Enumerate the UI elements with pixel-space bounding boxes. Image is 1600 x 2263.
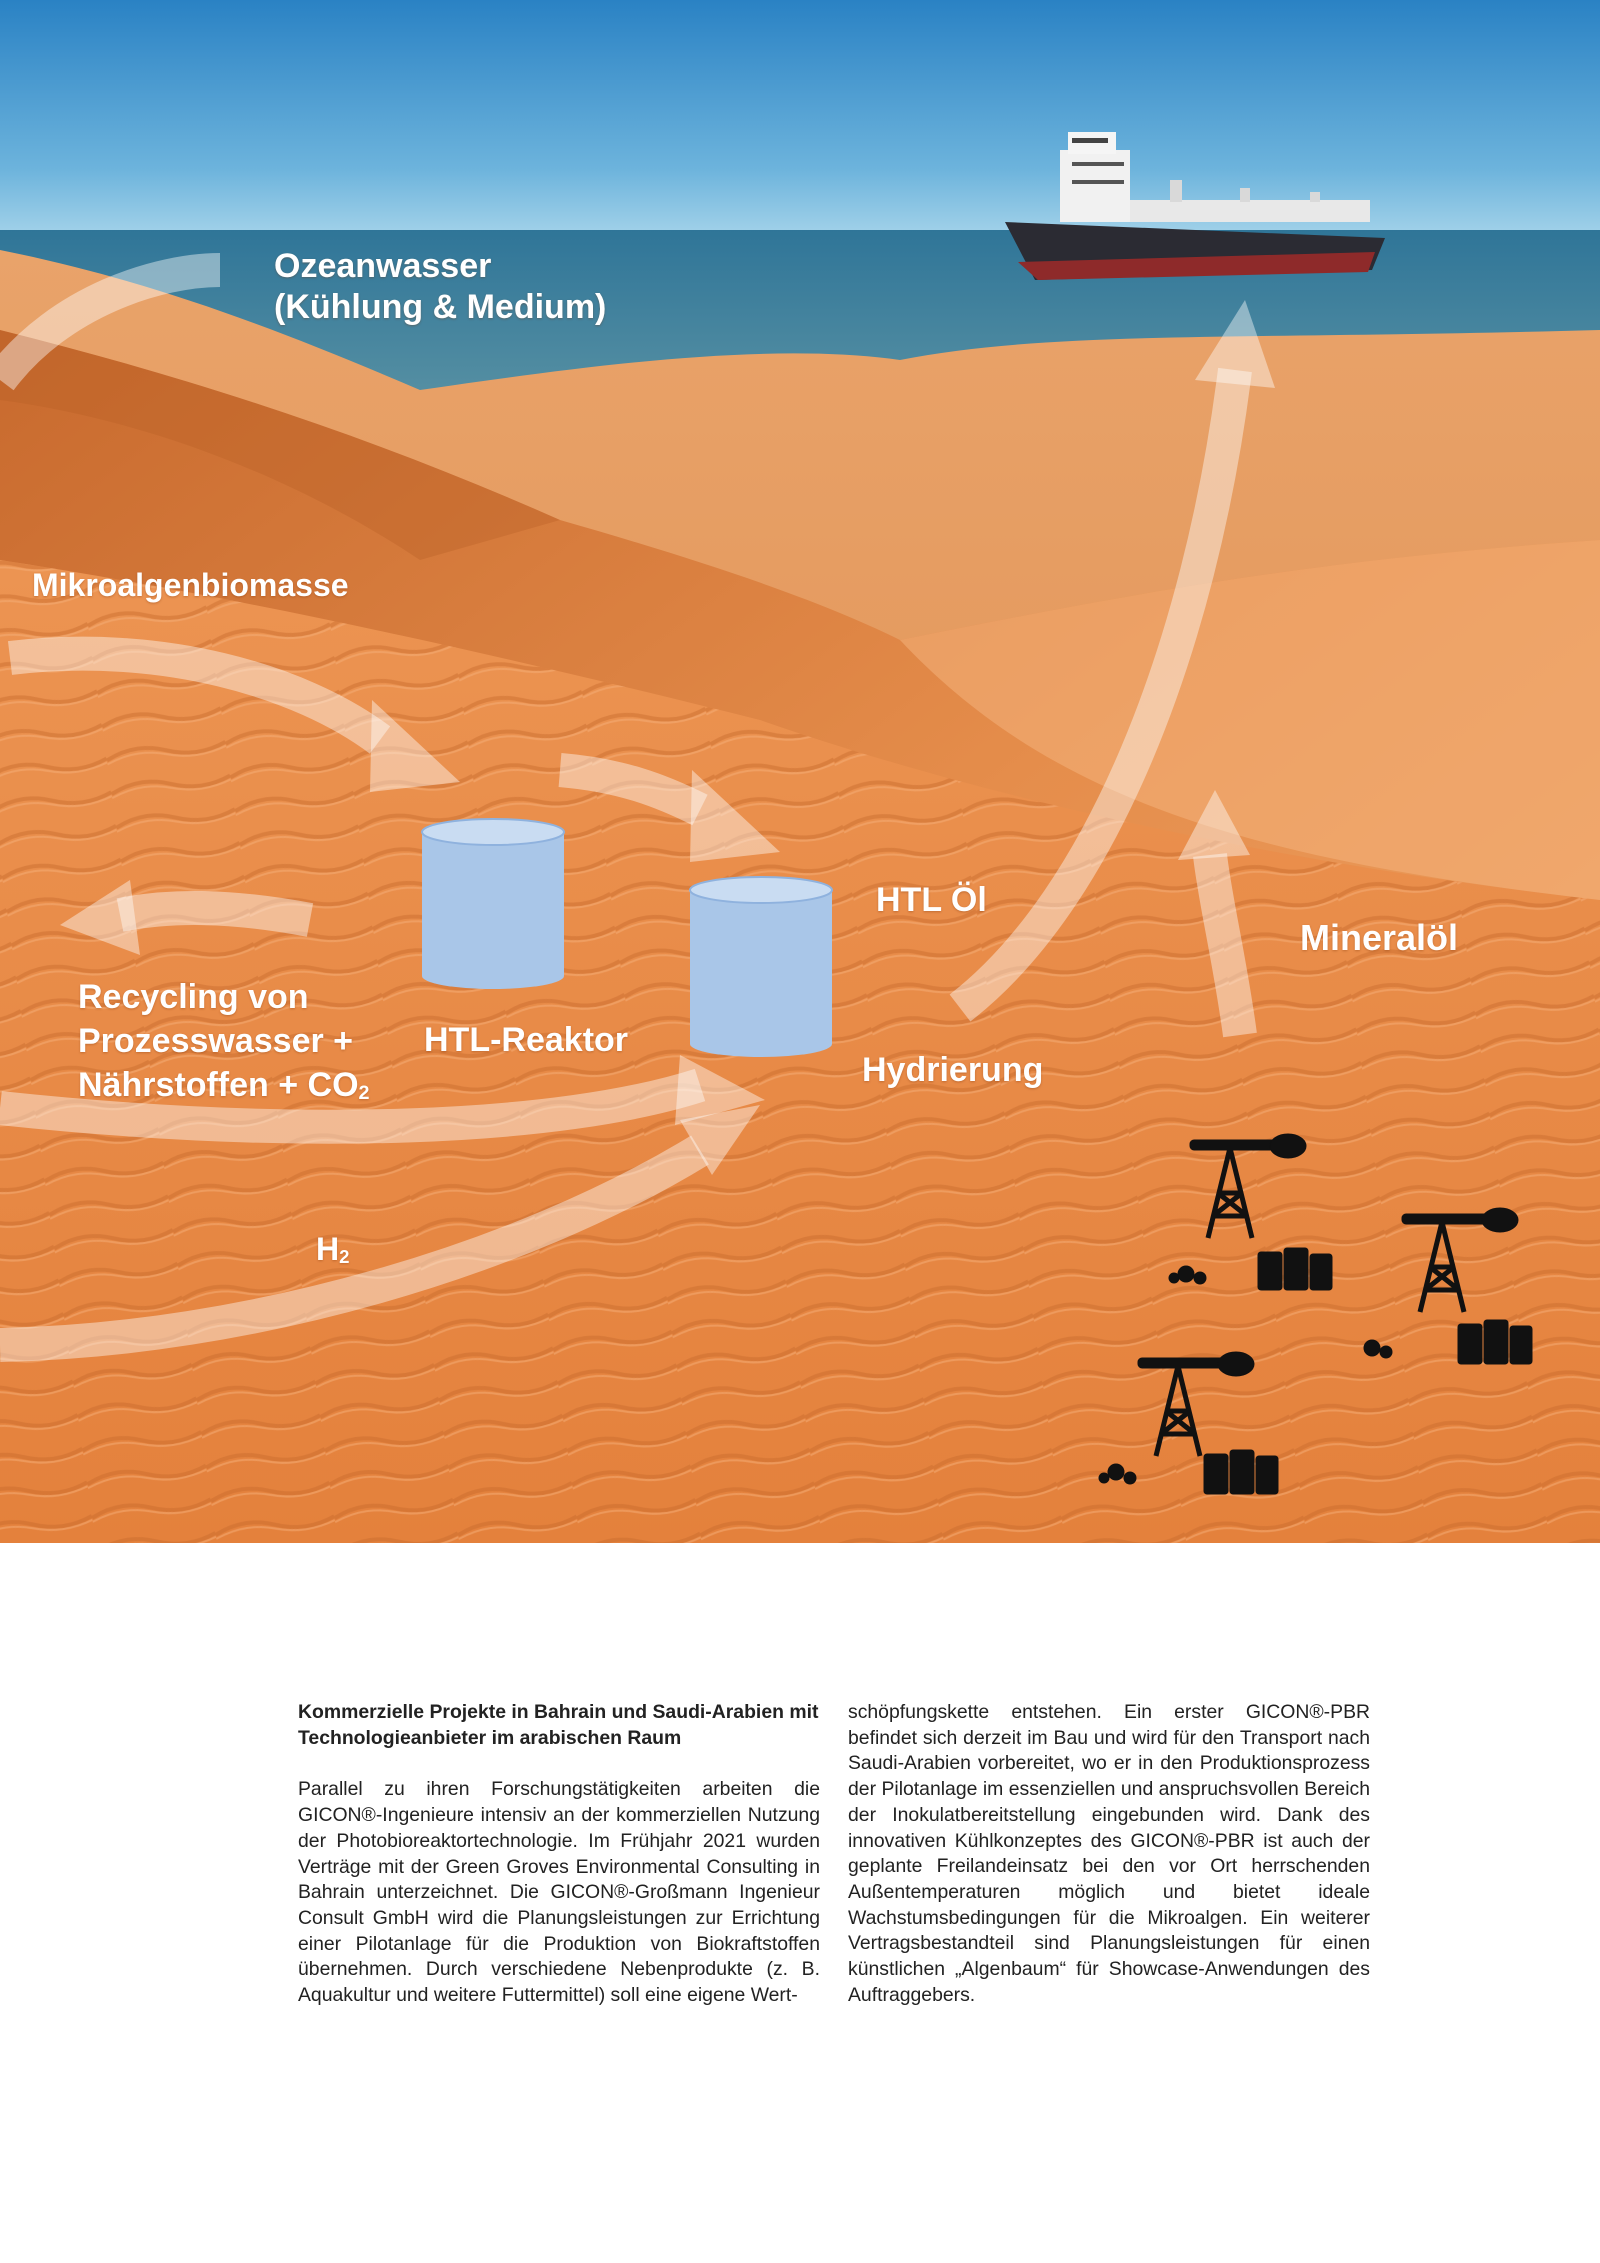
mineral-oil-label: Mineralöl	[1300, 917, 1459, 958]
article-paragraph-2: schöpfungskette entstehen. Ein erster GICON®-PBR befindet sich derzeit im Bau und wird für den Transport nach Saudi-Arabien vorbereitet, wo er in den Produktionsprozess der Pilotanlage im essenziellen und anspruchsvollen Bereich der Inokulatbereitstellung eingebunden wird. Dank des innovativen Kühlkonzeptes des GICON®-PBR ist auch der geplante Freilandeinsatz bei den vor Ort herrschenden Außentemperaturen möglich und bietet ideale Wachstumsbedingungen für die Mikroalgen. Ein weiterer Vertragsbestandteil sind Planungsleistungen für einen künstlichen „Algenbaum“ für Showcase-Anwendungen des Auftraggebers.	[848, 1701, 1370, 2006]
recycling-line3-text: Nährstoffen + CO	[78, 1066, 359, 1105]
ocean-water-line1: Ozeanwasser	[274, 247, 492, 285]
reactor-tank-icon	[420, 818, 566, 990]
article-heading: Kommerzielle Projekte in Bahrain und Saudi-Arabien mit Technologieanbieter im arabischen Raum	[298, 1701, 819, 1749]
hydrogenation-label: Hydrierung	[862, 1051, 1044, 1089]
co2-subscript: 2	[358, 1082, 370, 1105]
microalgae-biomass-label: Mikroalgenbiomasse	[32, 567, 349, 603]
hydrogen-label	[316, 1230, 349, 1269]
recycling-line3	[78, 1063, 370, 1107]
recycling-line1: Recycling von	[78, 978, 309, 1016]
article-column-right	[848, 1700, 1370, 2009]
ocean-water-label	[274, 246, 606, 329]
article	[298, 1700, 1370, 2009]
recycling-label	[78, 975, 370, 1108]
ocean-water-line2: (Kühlung & Medium)	[274, 288, 607, 327]
article-paragraph-1: Parallel zu ihren Forschungstätigkeiten arbeiten die GICON®-Ingenieure intensiv an der kommerziellen Nutzung der Photobioreaktortechnologie. Im Frühjahr 2021 wurden Verträge mit der Green Groves Environmental Consulting in Bahrain unterzeichnet. Die GICON®-Großmann Ingenieur Consult GmbH wird die Planungsleistungen zur Errichtung einer Pilotanlage für die Produktion von Biokraftstoffen übernehmen. Durch verschiedene Nebenprodukte (z. B. Aquakultur und weitere Futtermittel) soll eine eigene Wert-	[298, 1778, 820, 2007]
recycling-line2: Prozesswasser +	[78, 1022, 354, 1061]
hydrogen-text: H	[316, 1231, 340, 1267]
article-column-left	[298, 1700, 820, 2009]
hydrogen-subscript: 2	[339, 1245, 350, 1267]
htl-reactor-label: HTL-Reaktor	[424, 1021, 629, 1059]
hydrogenation-tank-icon	[688, 876, 834, 1058]
htl-oil-label: HTL Öl	[876, 881, 987, 919]
